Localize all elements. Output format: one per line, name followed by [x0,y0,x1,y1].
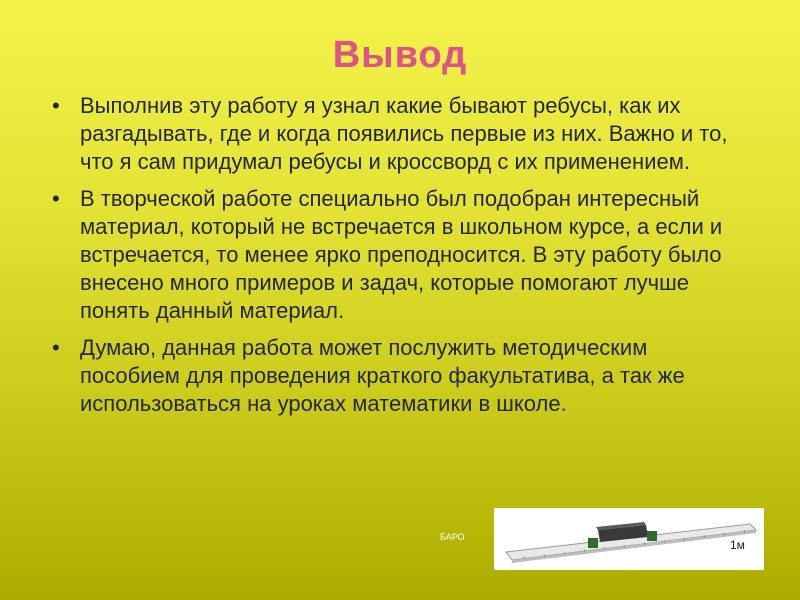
slide-title: Вывод [332,34,468,76]
image-caption: БАРО [440,532,465,542]
bullet-text: В творческой работе специально был подобран интересный материал, который не встречается в школьном курсе, а если и встречается, то менее ярко преподносится. В эту работу было внесено много примеров и задач, которые помогают лучше понять данный материал. [80,186,723,323]
bullet-text: Думаю, данная работа может послужить методическим пособием для проведения краткого факультатива, а так же использоваться на уроках математики в школе. [80,335,685,416]
bullet-item [50,334,750,418]
bullet-item [50,185,750,325]
bullet-list [50,92,750,427]
bullet-text: Выполнив эту работу я узнал какие бывают ребусы, как их разгадывать, где и когда появились первые из них. Важно и то, что я сам придумал ребусы и кроссворд с их применением. [80,93,728,174]
level-ruler-image [494,508,764,570]
bullet-marker: • [52,335,60,360]
bullet-item [50,92,750,176]
bullet-marker: • [52,93,60,118]
image-label: 1м [730,538,745,552]
bullet-marker: • [52,186,60,211]
level-ruler-icon [494,508,764,570]
